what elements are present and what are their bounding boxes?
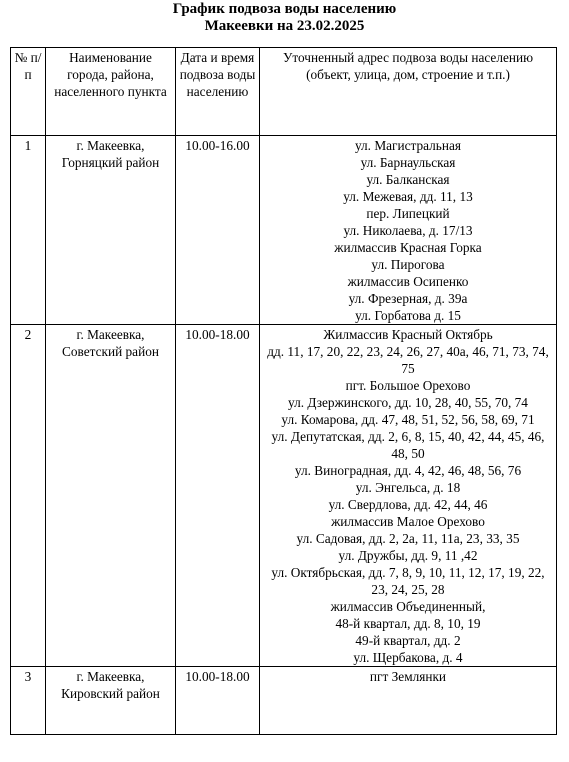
table-row <box>11 136 557 325</box>
table-row <box>11 667 557 735</box>
table-row <box>11 325 557 667</box>
cell-num: 3 <box>11 667 46 735</box>
address-line: ул. Садовая, дд. 2, 2а, 11, 11а, 23, 33, 35 <box>296 531 520 546</box>
address-line: ул. Пирогова <box>371 257 445 272</box>
address-line: пгт. Большое Орехово <box>345 378 471 393</box>
address-line: ул. Свердлова, дд. 42, 44, 46 <box>328 497 488 512</box>
address-line: жилмассив Малое Орехово <box>331 514 485 529</box>
cell-name: г. Макеевка, Советский район <box>46 325 176 667</box>
table-header-row <box>11 48 557 136</box>
address-line: ул. Комарова, дд. 47, 48, 51, 52, 56, 58, 69, 71 <box>281 412 535 427</box>
address-line: ул. Дзержинского, дд. 10, 28, 40, 55, 70, 74 <box>288 395 528 410</box>
address-line: ул. Николаева, д. 17/13 <box>343 223 473 238</box>
address-line: ул. Дружбы, дд. 9, 11 ,42 <box>338 548 478 563</box>
address-line: пгт Землянки <box>369 669 447 684</box>
address-line: ул. Горбатова д. 15 <box>355 308 461 323</box>
cell-time: 10.00-16.00 <box>176 136 260 325</box>
cell-address <box>260 136 557 325</box>
cell-num: 2 <box>11 325 46 667</box>
address-line: ул. Виноградная, дд. 4, 42, 46, 48, 56, 76 <box>294 463 522 478</box>
header-name: Наименование города, района, населенного пункта <box>46 48 176 136</box>
address-line: ул. Барнаульская <box>360 155 456 170</box>
cell-time: 10.00-18.00 <box>176 667 260 735</box>
address-line: дд. 11, 17, 20, 22, 23, 24, 26, 27, 40а, 46, 71, 73, 74, 75 <box>267 344 549 376</box>
address-line: Жилмассив Красный Октябрь <box>323 327 493 342</box>
address-line: пер. Липецкий <box>366 206 450 221</box>
header-num: № п/п <box>11 48 46 136</box>
header-time: Дата и время подвоза воды населению <box>176 48 260 136</box>
title-line-1: График подвоза воды населению <box>172 1 397 17</box>
address-line: ул. Межевая, дд. 11, 13 <box>343 189 473 204</box>
address-line: ул. Щербакова, д. 4 <box>353 650 463 665</box>
address-line: ул. Фрезерная, д. 39а <box>348 291 468 306</box>
cell-name: г. Макеевка, Кировский район <box>46 667 176 735</box>
address-line: жилмассив Красная Горка <box>334 240 482 255</box>
address-line: 48-й квартал, дд. 8, 10, 19 <box>335 616 481 631</box>
cell-address <box>260 325 557 667</box>
header-address: Уточненный адрес подвоза воды населению (объект, улица, дом, строение и т.п.) <box>260 48 557 136</box>
cell-name: г. Макеевка, Горняцкий район <box>46 136 176 325</box>
address-line: ул. Балканская <box>366 172 450 187</box>
title-line-2: Макеевки на 23.02.2025 <box>204 18 365 34</box>
cell-num: 1 <box>11 136 46 325</box>
address-line: ул. Энгельса, д. 18 <box>355 480 461 495</box>
water-schedule-table <box>10 47 557 735</box>
address-line: ул. Октябрьская, дд. 7, 8, 9, 10, 11, 12, 17, 19, 22, 23, 24, 25, 28 <box>271 565 545 597</box>
document-title <box>0 1 569 35</box>
address-line: ул. Депутатская, дд. 2, 6, 8, 15, 40, 42, 44, 45, 46, 48, 50 <box>271 429 545 461</box>
address-line: 49-й квартал, дд. 2 <box>355 633 461 648</box>
address-line: жилмассив Осипенко <box>347 274 469 289</box>
cell-address <box>260 667 557 735</box>
address-line: жилмассив Объединенный, <box>330 599 486 614</box>
address-line: ул. Магистральная <box>354 138 462 153</box>
cell-time: 10.00-18.00 <box>176 325 260 667</box>
